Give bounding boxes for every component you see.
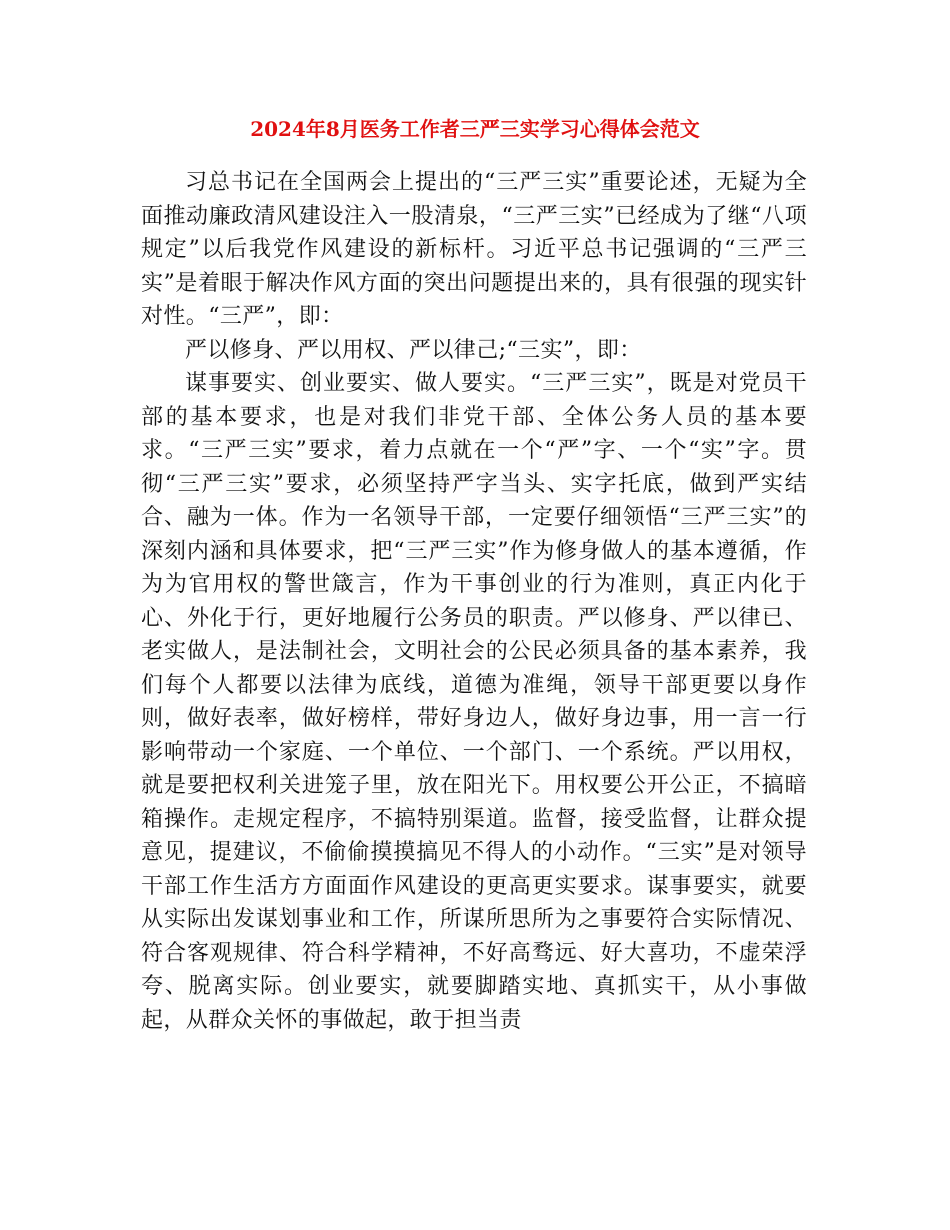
paragraph-1: 习总书记在全国两会上提出的“三严三实”重要论述，无疑为全面推动廉政清风建设注入一股清泉，“三严三实”已经成为了继“八项规定”以后我党作风建设的新标杆。习近平总书记强调的“三严三实”是着眼于解决作风方面的突出问题提出来的，具有很强的现实针对性。“三严”，即： [141,170,807,329]
document-title: 2024年8月医务工作者三严三实学习心得体会范文 [250,117,700,141]
document-body [141,166,807,1037]
paragraph-2: 严以修身、严以用权、严以律己;“三实”，即： [185,337,642,363]
paragraph-3: 谋事要实、创业要实、做人要实。“三严三实”，既是对党员干部的基本要求，也是对我们非党干部、全体公务人员的基本要求。“三严三实”要求，着力点就在一个“严”字、一个“实”字。贯彻“三严三实”要求，必须坚持严字当头、实字托底，做到严实结合、融为一体。作为一名领导干部，一定要仔细领悟“三严三实”的深刻内涵和具体要求，把“三严三实”作为修身做人的基本遵循，作为为官用权的警世箴言，作为干事创业的行为准则，真正内化于心、外化于行，更好地履行公务员的职责。严以修身、严以律已、老实做人，是法制社会，文明社会的公民必须具备的基本素养，我们每个人都要以法律为底线，道德为准绳，领导干部更要以身作则，做好表率，做好榜样，带好身边人，做好身边事，用一言一行影响带动一个家庭、一个单位、一个部门、一个系统。严以用权，就是要把权利关进笼子里，放在阳光下。用权要公开公正，不搞暗箱操作。走规定程序，不搞特别渠道。监督，接受监督，让群众提意见，提建议，不偷偷摸摸搞见不得人的小动作。“三实”是对领导干部工作生活方方面面作风建设的更高更实要求。谋事要实，就要从实际出发谋划事业和工作，所谋所思所为之事要符合实际情况、符合客观规律、符合科学精神，不好高骛远、好大喜功，不虚荣浮夸、脱离实际。创业要实，就要脚踏实地、真抓实干，从小事做起，从群众关怀的事做起，敢于担当责 [141,371,807,1033]
